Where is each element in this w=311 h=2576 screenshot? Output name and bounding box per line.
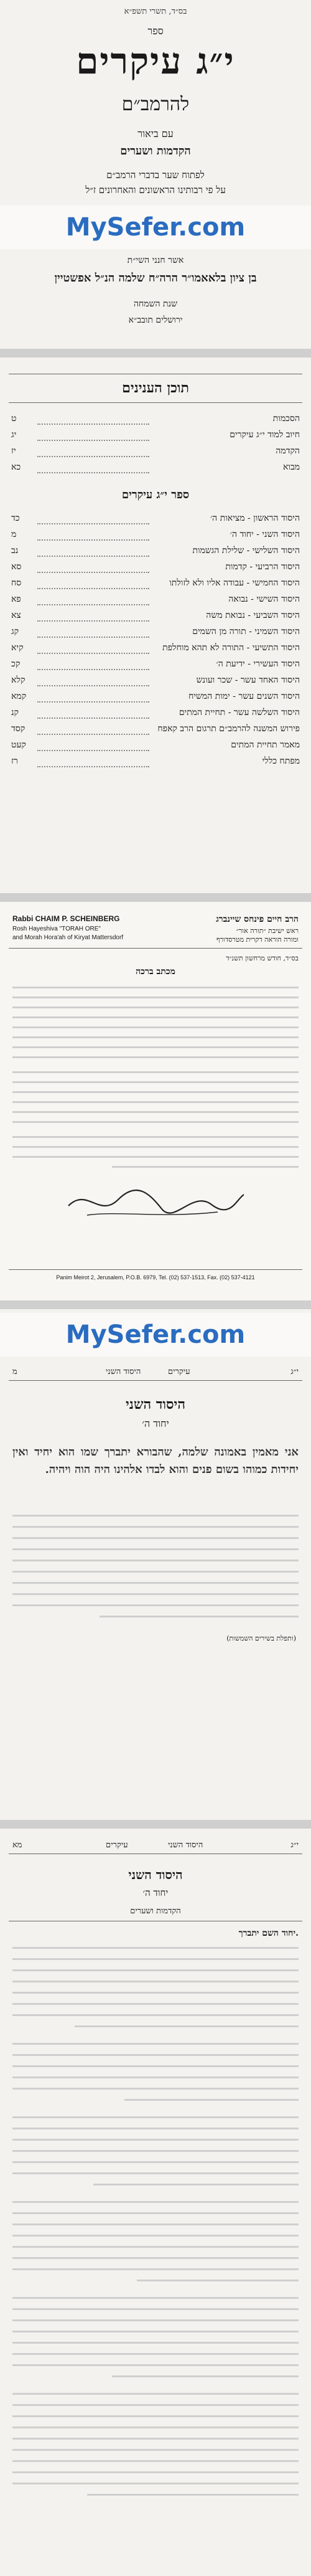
watermark-banner: MySefer.com xyxy=(0,1313,311,1357)
toc-row[interactable]: מאמר תחיית המתים קעט xyxy=(11,740,300,750)
place-label: ירושלים תובב״א xyxy=(128,315,183,325)
toc-heading: תוכן הענינים xyxy=(122,380,189,396)
letterhead-rule xyxy=(9,948,302,949)
subtitle-line-a: לפתוח שער בדברי הרמב״ם xyxy=(106,169,205,181)
book-label: ספר xyxy=(147,25,164,37)
book-subtitle: להרמב״ם xyxy=(121,93,190,115)
author-name: בן ציון בלאאמו״ר הרה״ח שלמה הנ״ל אפשטיין xyxy=(54,272,257,285)
chapter-subtitle: יחוד ה׳ xyxy=(142,1418,169,1429)
subtitle-line-b: על פי רבותינו הראשונים והאחרונים ז״ל xyxy=(85,184,226,196)
section-label: הקדמות ושערים xyxy=(130,1906,181,1916)
rabbi-signature xyxy=(62,1181,249,1224)
title-page xyxy=(0,0,311,349)
toc-row[interactable]: היסוד העשירי - ידיעת ה׳ קכ xyxy=(11,659,300,669)
header-rule xyxy=(9,1380,302,1381)
commentary-label: עם ביאור xyxy=(137,128,174,140)
chapter-title: היסוד השני xyxy=(126,1396,185,1413)
page-number: מ xyxy=(12,1367,17,1376)
toc-row[interactable]: פירוש המשנה להרמב״ם תרגום הרב קאפח קסד xyxy=(11,724,300,734)
author-intro: אשר חנני השי״ת xyxy=(127,255,184,265)
toc-section-heading: ספר י״ג עיקרים xyxy=(121,488,190,501)
letter-footer-rule xyxy=(9,1269,302,1270)
letter-heading: מכתב ברכה xyxy=(136,967,175,977)
rabbi-role-english-2: and Morah Hora'ah of Kiryat Mattersdorf xyxy=(12,934,124,941)
page-header-right: י״ג xyxy=(290,1840,299,1850)
chapter-subtitle: יחוד ה׳ xyxy=(142,1887,169,1898)
chapter-title: היסוד השני xyxy=(128,1867,183,1882)
toc-row[interactable]: היסוד השמיני - תורה מן השמים קג xyxy=(11,627,300,637)
rabbi-role-english-1: Rosh Hayeshiva "TORAH ORE" xyxy=(12,926,101,932)
toc-row[interactable]: היסוד השני - יחוד ה׳ מ xyxy=(11,529,300,539)
book-title: י״ג עיקרים xyxy=(76,40,235,82)
year-label: שנת השמחה xyxy=(133,299,178,309)
toc-row[interactable]: היסוד הראשון - מציאות ה׳ כד xyxy=(11,513,300,523)
toc-row[interactable]: הסכמות ט xyxy=(11,414,300,424)
toc-row[interactable]: היסוד התשיעי - התורה לא תהא מוחלפת קיא xyxy=(11,643,300,653)
page-gap xyxy=(0,349,311,358)
toc-row[interactable]: היסוד השנים עשר - ימות המשיח קמא xyxy=(11,691,300,701)
toc-chapter-list xyxy=(0,513,311,772)
rabbi-role-hebrew-1: ראש ישיבת ״תורה אור״ xyxy=(236,927,299,935)
page-number: מא xyxy=(12,1840,22,1850)
commentary-desc: הקדמות ושערים xyxy=(120,144,191,158)
page-gap xyxy=(0,1820,311,1829)
book-page-40 xyxy=(0,1309,311,1820)
toc-row[interactable]: היסוד השלשה עשר - תחיית המתים קנ xyxy=(11,708,300,717)
letter-address: Panim Meirot 2, Jerusalem, P.O.B. 6979, Tel. (02) 537-1513, Fax. (02) 537-4121 xyxy=(56,1274,255,1281)
rabbi-name-hebrew: הרב חיים פינחס שיינברג xyxy=(216,914,299,924)
toc-row[interactable]: היסוד השלישי - שלילת הגשמות נב xyxy=(11,546,300,556)
toc-row[interactable]: היסוד האחד עשר - שכר ועונש קלא xyxy=(11,675,300,685)
page-gap xyxy=(0,1300,311,1309)
page-header-center-a: עיקרים xyxy=(106,1840,128,1850)
toc-row[interactable]: מפתח כללי רז xyxy=(11,756,300,766)
toc-row[interactable]: הקדמה יז xyxy=(11,446,300,456)
rabbi-name-english: Rabbi CHAIM P. SCHEINBERG xyxy=(12,914,120,923)
running-header: בס״ד, תשרי תשפ״א xyxy=(124,7,187,16)
page-gap xyxy=(0,893,311,902)
toc-bottom-rule xyxy=(9,402,302,403)
page-header-center-b: עיקרים xyxy=(168,1367,190,1376)
toc-row[interactable]: היסוד השישי - נבואה פא xyxy=(11,594,300,604)
toc-front-list xyxy=(0,414,311,478)
approbation-letter xyxy=(0,902,311,1300)
page-header-center-a: היסוד השני xyxy=(106,1367,141,1376)
toc-row[interactable]: היסוד השביעי - נבואת משה צא xyxy=(11,610,300,620)
toc-row[interactable]: היסוד הרביעי - קדמות סא xyxy=(11,562,300,572)
footnote-source: (ותפלת בשירים השמשות) xyxy=(226,1634,296,1642)
toc-row[interactable]: היסוד החמישי - עבודה אליו ולא לזולתו סח xyxy=(11,578,300,588)
toc-row[interactable]: חיוב למוד י״ג עיקרים יג xyxy=(11,430,300,440)
rabbi-role-hebrew-2: ומורה הוראה דקרית מטרסדורף xyxy=(216,935,299,944)
toc-page xyxy=(0,358,311,893)
opening-statement: אני מאמין באמונה שלמה, שהבורא יתברך שמו הוא יחיד ואין יחידות כמוהו בשום פנים והוא לבדו אלהינו היה הוה ויהיה. xyxy=(12,1446,299,1476)
watermark-banner: MySefer.com xyxy=(0,206,311,249)
toc-row[interactable]: מבוא כא xyxy=(11,462,300,472)
letter-date: בס״ד, חודש מרחשון תשנ״ד xyxy=(226,954,299,962)
page-header-right: י״ג xyxy=(290,1367,299,1376)
book-page-41 xyxy=(0,1829,311,2576)
paragraph-heading: יחוד השם יתברך. xyxy=(238,1928,299,1938)
page-header-center-b: היסוד השני xyxy=(168,1840,203,1850)
